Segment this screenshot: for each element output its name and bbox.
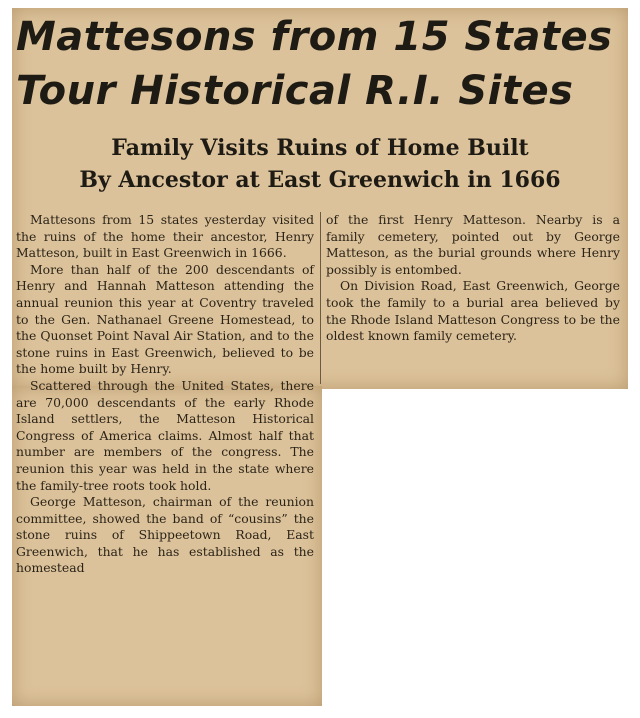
headline-line-1: Mattesons from 15 States [16,14,613,60]
headline-line-2: Tour Historical R.I. Sites [16,68,574,114]
subheadline [20,132,620,196]
headline [16,10,616,118]
paragraph: On Division Road, East Greenwich, George took the family to a burial area believed by the Rhode Island Matteson Congress to be the oldest known family cemetery. [326,278,620,344]
paragraph: Scattered through the United States, there are 70,000 descendants of the early Rhode Island settlers, the Matteson Historical Congress of America claims. Almost half that number are members of the congress. The reunion this year was held in the state where the family-tree roots took hold. [16,377,314,493]
paragraph: Mattesons from 15 states yesterday visited the ruins of the home their ancestor, Henry Matteson, built in East Greenwich in 1666. [16,212,314,261]
article-left-column [16,212,314,577]
subheadline-line-2: By Ancestor at East Greenwich in 1666 [79,167,561,193]
paragraph-continued: of the first Henry Matteson. Nearby is a family cemetery, pointed out by George Matteson, as the burial grounds where Henry possibly is entombed. [326,212,620,277]
article-right-column [326,212,620,345]
paragraph: George Matteson, chairman of the reunion committee, showed the band of “cousins” the stone ruins of Shippeetown Road, East Greenwich, that he has established as the homestead [16,494,314,576]
column-divider [320,212,321,384]
paragraph: More than half of the 200 descendants of Henry and Hannah Matteson attending the annual reunion this year at Coventry traveled to the Gen. Nathanael Greene Homestead, to the Quonset Point Naval Air Station, and to the stone ruins in East Greenwich, believed to be the home built by Henry. [16,261,314,377]
subheadline-line-1: Family Visits Ruins of Home Built [111,135,529,161]
